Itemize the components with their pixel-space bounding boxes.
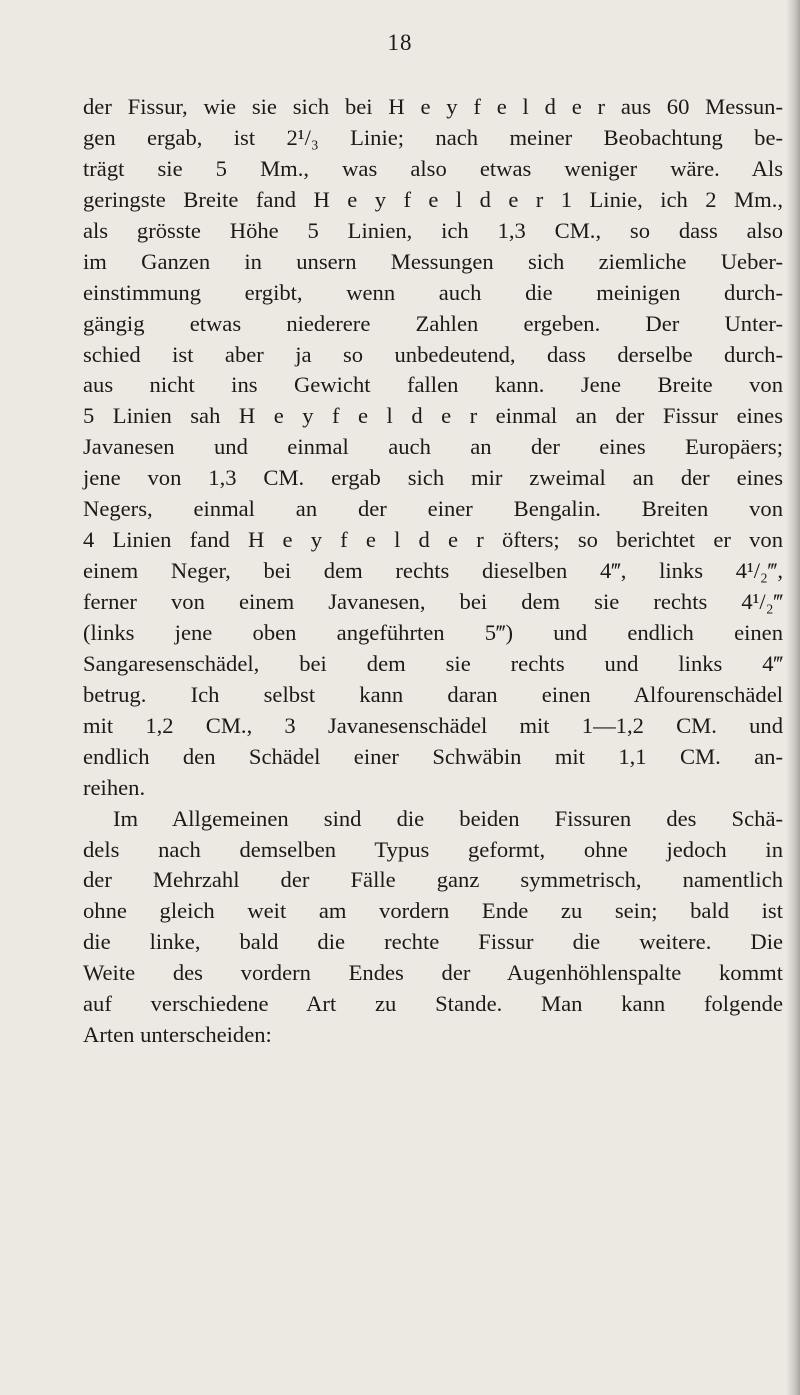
text-line: Negers, einmal an der einer Bengalin. Breiten von: [83, 496, 783, 522]
paragraph-2: [83, 804, 783, 1052]
text-line: einem Neger, bei dem rechts dieselben 4‴, links 4¹/₂‴,: [83, 558, 783, 584]
text-line: 4 Linien fand H e y f e l d e r öfters; so berichtet er von: [83, 527, 783, 553]
text-line: reihen.: [83, 774, 146, 800]
page-edge-shadow: [786, 0, 800, 1395]
text-line: der Fissur, wie sie sich bei H e y f e l d e r aus 60 Messun-: [83, 94, 783, 119]
text-line: mit 1,2 CM., 3 Javanesenschädel mit 1—1,2 CM. und: [83, 712, 783, 738]
text-line: Javanesen und einmal auch an der eines Europäers;: [83, 434, 783, 460]
text-line: gängig etwas niederere Zahlen ergeben. Der Unter-: [83, 310, 783, 336]
body-text: [83, 92, 783, 1051]
text-line: Arten unterscheiden:: [83, 1022, 272, 1048]
text-line: schied ist aber ja so unbedeutend, dass derselbe durch-: [83, 341, 783, 367]
text-line: gen ergab, ist 2¹/₃ Linie; nach meiner Beobachtung be-: [83, 124, 783, 150]
text-line: ohne gleich weit am vordern Ende zu sein; bald ist: [83, 898, 783, 924]
text-line: die linke, bald die rechte Fissur die weitere. Die: [83, 929, 783, 955]
text-line: betrug. Ich selbst kann daran einen Alfourenschädel: [83, 681, 783, 707]
text-line: dels nach demselben Typus geformt, ohne jedoch in: [83, 836, 783, 862]
text-line: Sangaresenschädel, bei dem sie rechts und links 4‴: [83, 650, 783, 676]
text-line: auf verschiedene Art zu Stande. Man kann folgende: [83, 991, 783, 1017]
page-number: 18: [387, 30, 413, 55]
text-line: jene von 1,3 CM. ergab sich mir zweimal an der eines: [83, 465, 783, 491]
text-line: Im Allgemeinen sind die beiden Fissuren des Schä-: [113, 805, 783, 831]
text-line: der Mehrzahl der Fälle ganz symmetrisch, namentlich: [83, 867, 783, 893]
text-line: trägt sie 5 Mm., was also etwas weniger wäre. Als: [83, 155, 783, 181]
text-line: im Ganzen in unsern Messungen sich ziemliche Ueber-: [83, 248, 783, 274]
text-line: geringste Breite fand H e y f e l d e r 1 Linie, ich 2 Mm.,: [83, 186, 783, 212]
text-line: (links jene oben angeführten 5‴) und endlich einen: [83, 619, 783, 645]
text-line: 5 Linien sah H e y f e l d e r einmal an der Fissur eines: [83, 403, 783, 429]
text-line: Weite des vordern Endes der Augenhöhlenspalte kommt: [83, 960, 783, 986]
text-line: aus nicht ins Gewicht fallen kann. Jene Breite von: [83, 372, 783, 398]
text-line: als grösste Höhe 5 Linien, ich 1,3 CM., so dass also: [83, 217, 783, 243]
paragraph-1: [83, 92, 783, 804]
text-line: einstimmung ergibt, wenn auch die meinigen durch-: [83, 279, 783, 305]
text-line: endlich den Schädel einer Schwäbin mit 1,1 CM. an-: [83, 743, 783, 769]
text-line: ferner von einem Javanesen, bei dem sie rechts 4¹/₂‴: [83, 589, 783, 614]
